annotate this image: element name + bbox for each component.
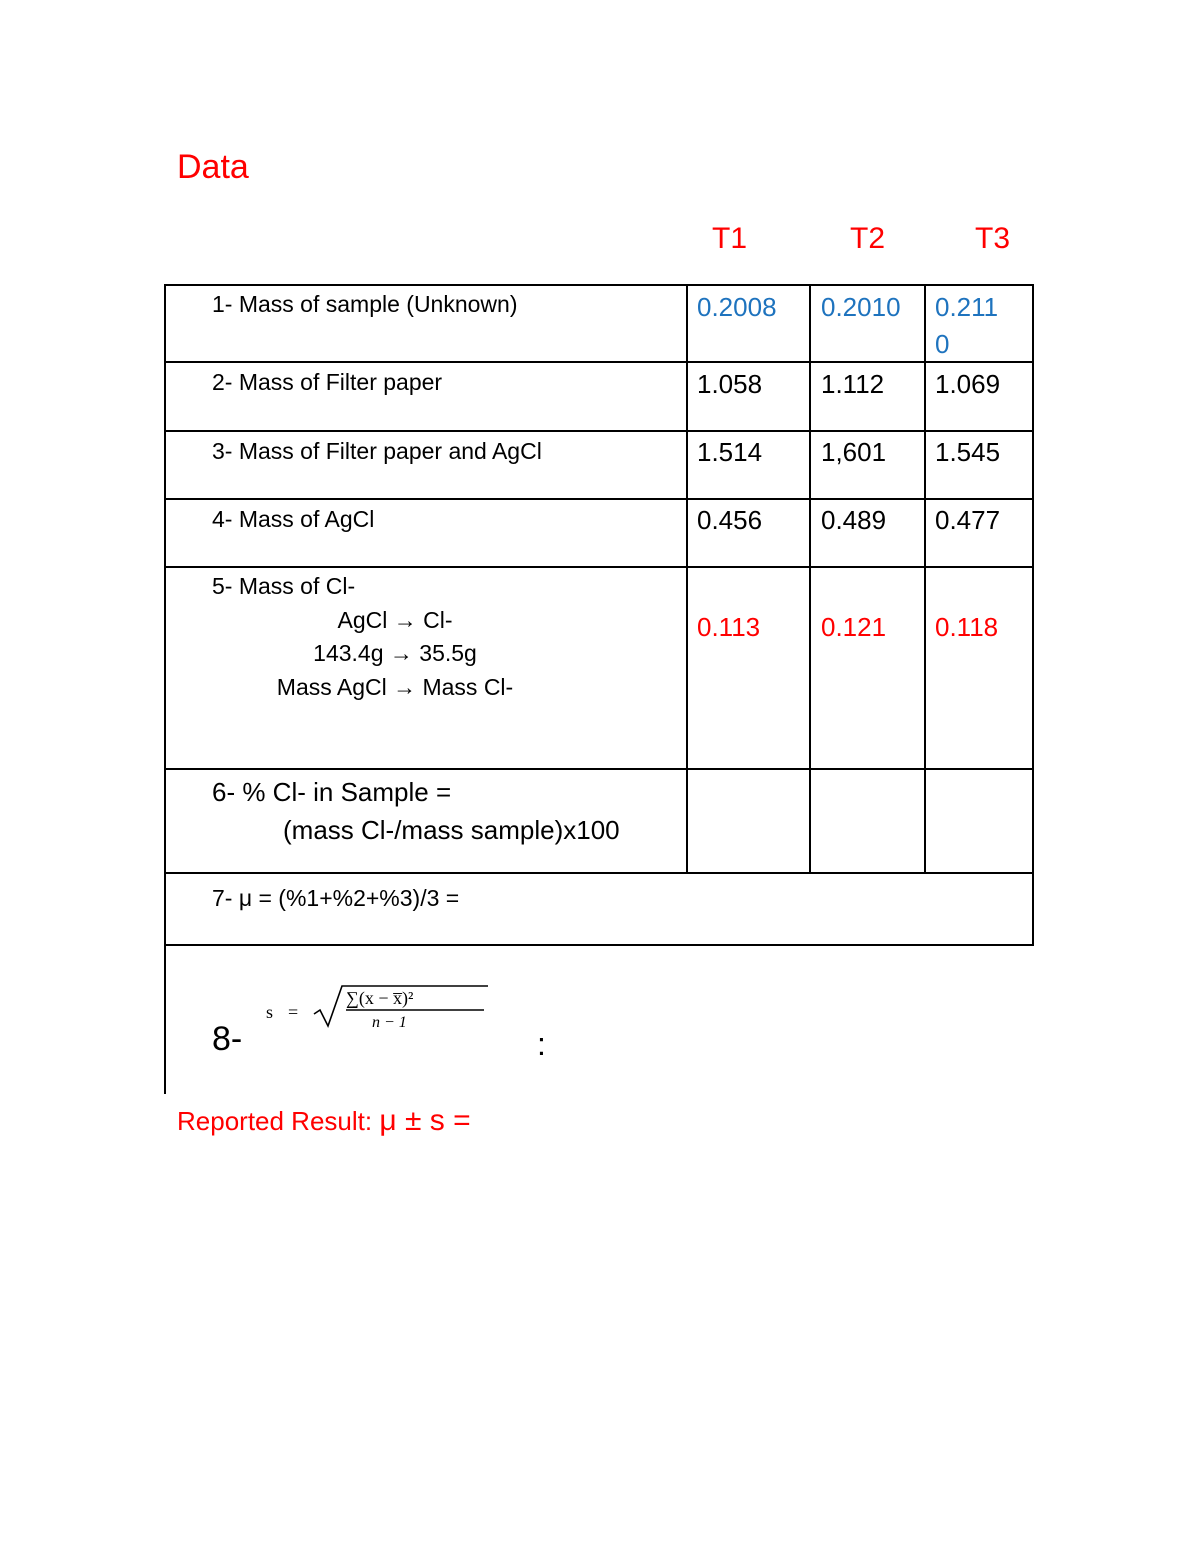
row8-colon: : <box>537 1026 546 1062</box>
column-header-t2: T2 <box>850 222 886 255</box>
reported-result-formula: μ ± s = <box>379 1104 471 1137</box>
table-border-top <box>164 284 1034 286</box>
formula-s: s <box>266 1002 274 1022</box>
std-dev-formula <box>262 978 522 1040</box>
reported-result <box>177 1104 471 1138</box>
formula-numerator: ∑(x − x̅)² <box>346 988 414 1008</box>
table-divider <box>164 944 1034 946</box>
conversion-line: AgCl → Cl- <box>337 607 453 633</box>
table-divider <box>164 361 1034 363</box>
cell-value: 0.121 <box>821 612 887 642</box>
conversion-line: 143.4g → 35.5g <box>313 640 477 666</box>
cell-value: 0.456 <box>697 505 763 535</box>
cell-value: 1.058 <box>697 369 763 399</box>
table-divider <box>164 872 1034 874</box>
row-formula: (mass Cl-/mass sample)x100 <box>283 815 620 845</box>
column-divider <box>924 284 926 874</box>
table-divider <box>164 566 1034 568</box>
row-label: 5- Mass of Cl- <box>212 573 356 599</box>
column-header-t1: T1 <box>712 222 748 255</box>
cell-value: 0.113 <box>697 612 761 642</box>
table-divider <box>164 498 1034 500</box>
row-label: 2- Mass of Filter paper <box>212 369 443 395</box>
column-divider <box>686 284 688 874</box>
table-divider <box>164 430 1034 432</box>
column-header-t3: T3 <box>975 222 1011 255</box>
page-title: Data <box>177 148 249 186</box>
row-label: 8- <box>212 1020 243 1058</box>
row-label: 7- μ = (%1+%2+%3)/3 = <box>212 885 460 911</box>
table-border-left <box>164 284 166 1094</box>
table-border-right <box>1032 284 1034 946</box>
cell-value: 1.514 <box>697 437 763 467</box>
row-label: 3- Mass of Filter paper and AgCl <box>212 438 542 464</box>
cell-value: 0.2008 <box>697 292 777 322</box>
row-label: 4- Mass of AgCl <box>212 506 375 532</box>
cell-value: 0.489 <box>821 505 887 535</box>
row-label: 6- % Cl- in Sample = <box>212 777 452 807</box>
cell-value: 1.069 <box>935 369 1001 399</box>
column-divider <box>809 284 811 874</box>
formula-equals: = <box>288 1002 299 1022</box>
conversion-line: Mass AgCl → Mass Cl- <box>276 674 514 700</box>
table-divider <box>164 768 1034 770</box>
cell-value: 0.211 <box>935 292 999 322</box>
cell-value: 1.545 <box>935 437 1001 467</box>
formula-denominator: n − 1 <box>372 1014 407 1031</box>
cell-value: 0.477 <box>935 505 1001 535</box>
cell-value-wrap: 0 <box>935 329 950 359</box>
reported-result-label: Reported Result: <box>177 1106 380 1136</box>
cell-value: 1.112 <box>821 369 885 399</box>
cell-value: 0.118 <box>935 612 999 642</box>
cell-value: 0.2010 <box>821 292 901 322</box>
row-label: 1- Mass of sample (Unknown) <box>212 291 518 317</box>
cell-value: 1,601 <box>821 437 887 467</box>
